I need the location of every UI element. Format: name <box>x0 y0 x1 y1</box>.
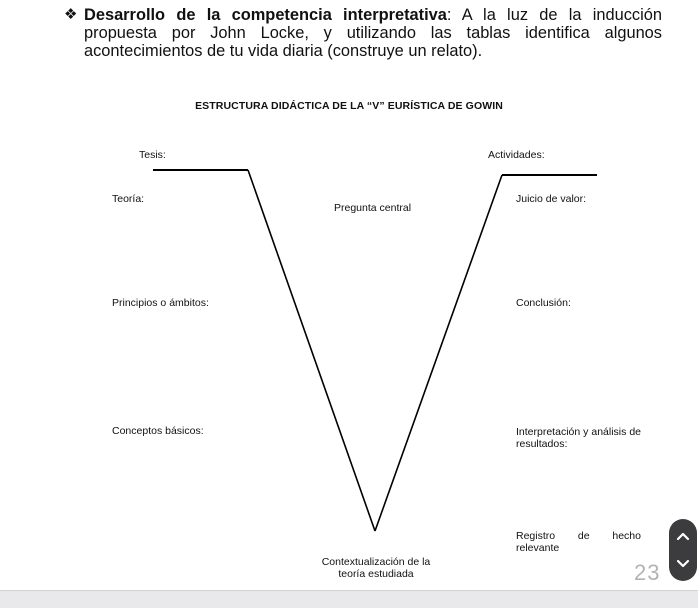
label-interpretacion: Interpretación y análisis de resultados: <box>516 426 641 450</box>
chevron-up-icon <box>676 531 690 541</box>
page-number: 23 <box>634 560 661 585</box>
v-left-arm <box>248 170 375 531</box>
instruction-body: : A la luz de la inducción propuesta por John Locke, y utilizando las tablas identifica algunos acontecimientos de tu vida diaria (construye un relato). <box>84 6 662 60</box>
label-actividades: Actividades: <box>488 149 545 161</box>
label-principios: Principios o ámbitos: <box>112 297 209 309</box>
previous-page-button[interactable] <box>669 523 697 549</box>
label-pregunta-central: Pregunta central <box>334 202 412 214</box>
label-juicio-de-valor: Juicio de valor: <box>516 193 587 205</box>
next-page-button[interactable] <box>669 551 697 577</box>
instruction-lead: Desarrollo de la competencia interpretativa <box>84 6 447 24</box>
viewer-bottom-bar <box>0 590 698 608</box>
label-tesis: Tesis: <box>139 149 166 161</box>
label-conclusion: Conclusión: <box>516 297 571 309</box>
diagram-title: ESTRUCTURA DIDÁCTICA DE LA “V” EURÍSTICA DE GOWIN <box>195 100 503 112</box>
label-contextualizacion: Contextualización de la teoría estudiada <box>321 556 431 580</box>
diamond-bullet-icon: ❖ <box>64 6 78 23</box>
page-nav-control <box>669 519 697 581</box>
v-right-arm <box>375 175 502 531</box>
label-registro: Registro de hecho relevante <box>516 530 641 554</box>
label-teoria: Teoría: <box>112 193 145 205</box>
label-conceptos: Conceptos básicos: <box>112 425 204 437</box>
chevron-down-icon <box>676 559 690 569</box>
